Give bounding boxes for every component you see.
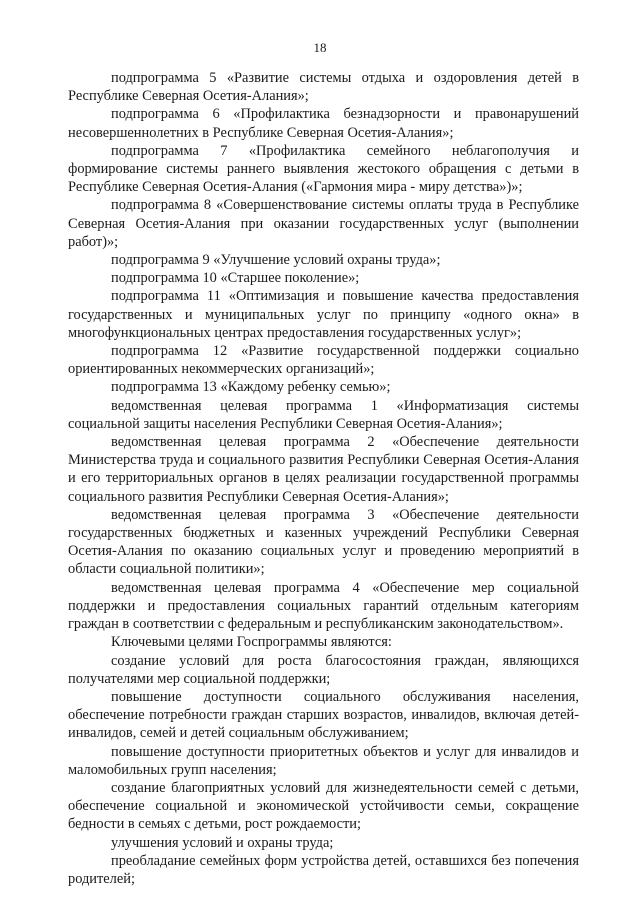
paragraph-goal-families: создание благоприятных условий для жизнедеятельности семей с детьми, обеспечение социальной и экономической устойчивости семьи, сокращение бедности в семьях с детьми, рост рождаемости; (68, 779, 579, 833)
paragraph-departmental-program-4: ведомственная целевая программа 4 «Обеспечение мер социальной поддержки и предоставления социальных гарантий отдельным категориям граждан в соответствии с федеральным и республиканским законодательством». (68, 579, 579, 633)
paragraph-subprogram-8: подпрограмма 8 «Совершенствование системы оплаты труда в Республике Северная Осетия-Алания при оказании государственных услуг (выполнении работ)»; (68, 197, 579, 250)
paragraph-subprogram-13: подпрограмма 13 «Каждому ребенку семью»; (111, 379, 391, 396)
paragraph-goal-accessibility: повышение доступности приоритетных объектов и услуг для инвалидов и маломобильных групп населения; (68, 743, 579, 778)
paragraph-goal-foster-care: преобладание семейных форм устройства детей, оставшихся без попечения родителей; (68, 852, 579, 887)
paragraph-subprogram-5: подпрограмма 5 «Развитие системы отдыха и оздоровления детей в Республике Северная Осетия-Алания»; (68, 70, 579, 105)
paragraph-subprogram-12: подпрограмма 12 «Развитие государственной поддержки социально ориентированных некоммерческих организаций»; (68, 343, 579, 378)
paragraph-key-goals-heading: Ключевыми целями Госпрограммы являются: (111, 634, 392, 651)
paragraph-subprogram-7: подпрограмма 7 «Профилактика семейного неблагополучия и формирование системы раннего выявления жестокого обращения с детьми в Республике Северная Осетия-Алания («Гармония мира - миру детства»)»; (68, 142, 579, 196)
document-body (68, 69, 579, 888)
paragraph-departmental-program-3: ведомственная целевая программа 3 «Обеспечение деятельности государственных бюджетных и казенных учреждений Республики Северная Осетия-Алания по оказанию социальных услуг и проведению мероприятий в области социальной политики»; (68, 506, 579, 578)
paragraph-departmental-program-2: ведомственная целевая программа 2 «Обеспечение деятельности Министерства труда и социального развития Республики Северная Осетия-Алания и его территориальных органов в целях реализации государственной программы социального развития Республики Северная Осетия-Алания»; (68, 434, 579, 505)
paragraph-subprogram-9: подпрограмма 9 «Улучшение условий охраны труда»; (111, 252, 441, 269)
paragraph-subprogram-6: подпрограмма 6 «Профилактика безнадзорности и правонарушений несовершеннолетних в Республике Северная Осетия-Алания»; (68, 106, 579, 141)
paragraph-subprogram-11: подпрограмма 11 «Оптимизация и повышение качества предоставления государственных и муниципальных услуг по принципу «одного окна» в многофункциональных центрах предоставления государственных услуг»; (68, 288, 579, 341)
paragraph-goal-labor: улучшения условий и охраны труда; (111, 834, 334, 851)
paragraph-goal-social-services: повышение доступности социального обслуживания населения, обеспечение потребности граждан старших возрастов, инвалидов, включая детей-инвалидов, семей и детей социальным обслуживанием; (68, 688, 579, 742)
paragraph-subprogram-10: подпрограмма 10 «Старшее поколение»; (111, 270, 360, 287)
paragraph-goal-welfare: создание условий для роста благосостояния граждан, являющихся получателями мер социальной поддержки; (68, 652, 579, 687)
paragraph-departmental-program-1: ведомственная целевая программа 1 «Информатизация системы социальной защиты населения Республики Северная Осетия-Алания»; (68, 397, 579, 432)
page-number: 18 (313, 40, 327, 55)
